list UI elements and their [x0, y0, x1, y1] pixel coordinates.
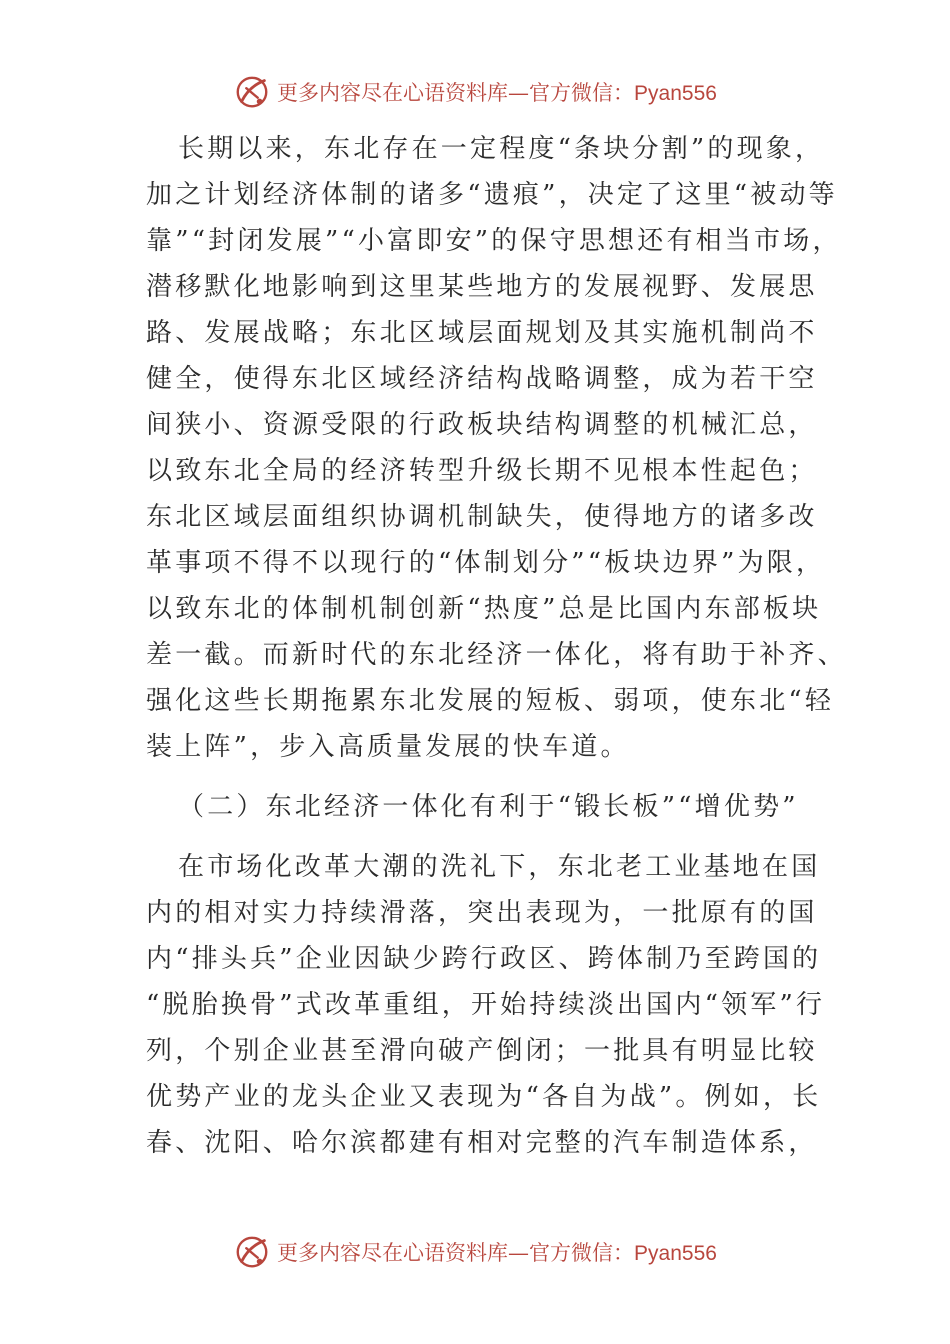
paragraph-line: 长期以来，东北存在一定程度“条块分割”的现象，: [178, 134, 825, 164]
paragraph-line: 东北区域层面组织协调机制缺失，使得地方的诸多改: [146, 502, 818, 532]
paragraph-line: 列，个别企业甚至滑向破产倒闭；一批具有明显比较: [146, 1036, 818, 1066]
paragraph-line: 间狭小、资源受限的行政板块结构调整的机械汇总，: [146, 410, 818, 440]
paragraph-line: 以致东北的体制机制创新“热度”总是比国内东部板块: [146, 594, 822, 624]
paragraph-line: 内的相对实力持续滑落，突出表现为，一批原有的国: [146, 898, 818, 928]
paragraph-line: 强化这些长期拖累东北发展的短板、弱项，使东北“轻: [146, 686, 835, 716]
seal-logo-icon: [233, 1233, 271, 1271]
watermark-footer: [0, 1232, 950, 1272]
paragraph-line: 装上阵”，步入高质量发展的快车道。: [146, 732, 630, 762]
paragraph-line: 春、沈阳、哈尔滨都建有相对完整的汽车制造体系，: [146, 1128, 818, 1158]
seal-logo-icon: [233, 73, 271, 111]
paragraph-line: “脱胎换骨”式改革重组，开始持续淡出国内“领军”行: [146, 990, 826, 1020]
paragraph-line: 路、发展战略；东北区域层面规划及其实施机制尚不: [146, 318, 818, 348]
paragraph-line: 加之计划经济体制的诸多“遗痕”，决定了这里“被动等: [146, 180, 838, 210]
paragraph-line: 优势产业的龙头企业又表现为“各自为战”。例如，长: [146, 1082, 822, 1112]
document-body: [146, 126, 847, 1166]
watermark-text: 更多内容尽在心语资料库—官方微信：Pyan556: [277, 1241, 717, 1265]
paragraph-line: 健全，使得东北区域经济结构战略调整，成为若干空: [146, 364, 818, 394]
paragraph-line: 以致东北全局的经济转型升级长期不见根本性起色；: [146, 456, 818, 486]
paragraph-line: 革事项不得不以现行的“体制划分”“板块边界”为限，: [146, 548, 826, 578]
section-heading: （二）东北经济一体化有利于“锻长板”“增优势”: [178, 792, 799, 822]
watermark-text: 更多内容尽在心语资料库—官方微信：Pyan556: [277, 81, 717, 105]
paragraph-line: 内“排头兵”企业因缺少跨行政区、跨体制乃至跨国的: [146, 944, 822, 974]
watermark-header: [0, 72, 950, 112]
paragraph-line: 潜移默化地影响到这里某些地方的发展视野、发展思: [146, 272, 818, 302]
paragraph-line: 在市场化改革大潮的洗礼下，东北老工业基地在国: [178, 852, 821, 882]
paragraph-line: 靠”“封闭发展”“小富即安”的保守思想还有相当市场，: [146, 226, 842, 256]
paragraph-line: 差一截。而新时代的东北经济一体化，将有助于补齐、: [146, 640, 847, 670]
